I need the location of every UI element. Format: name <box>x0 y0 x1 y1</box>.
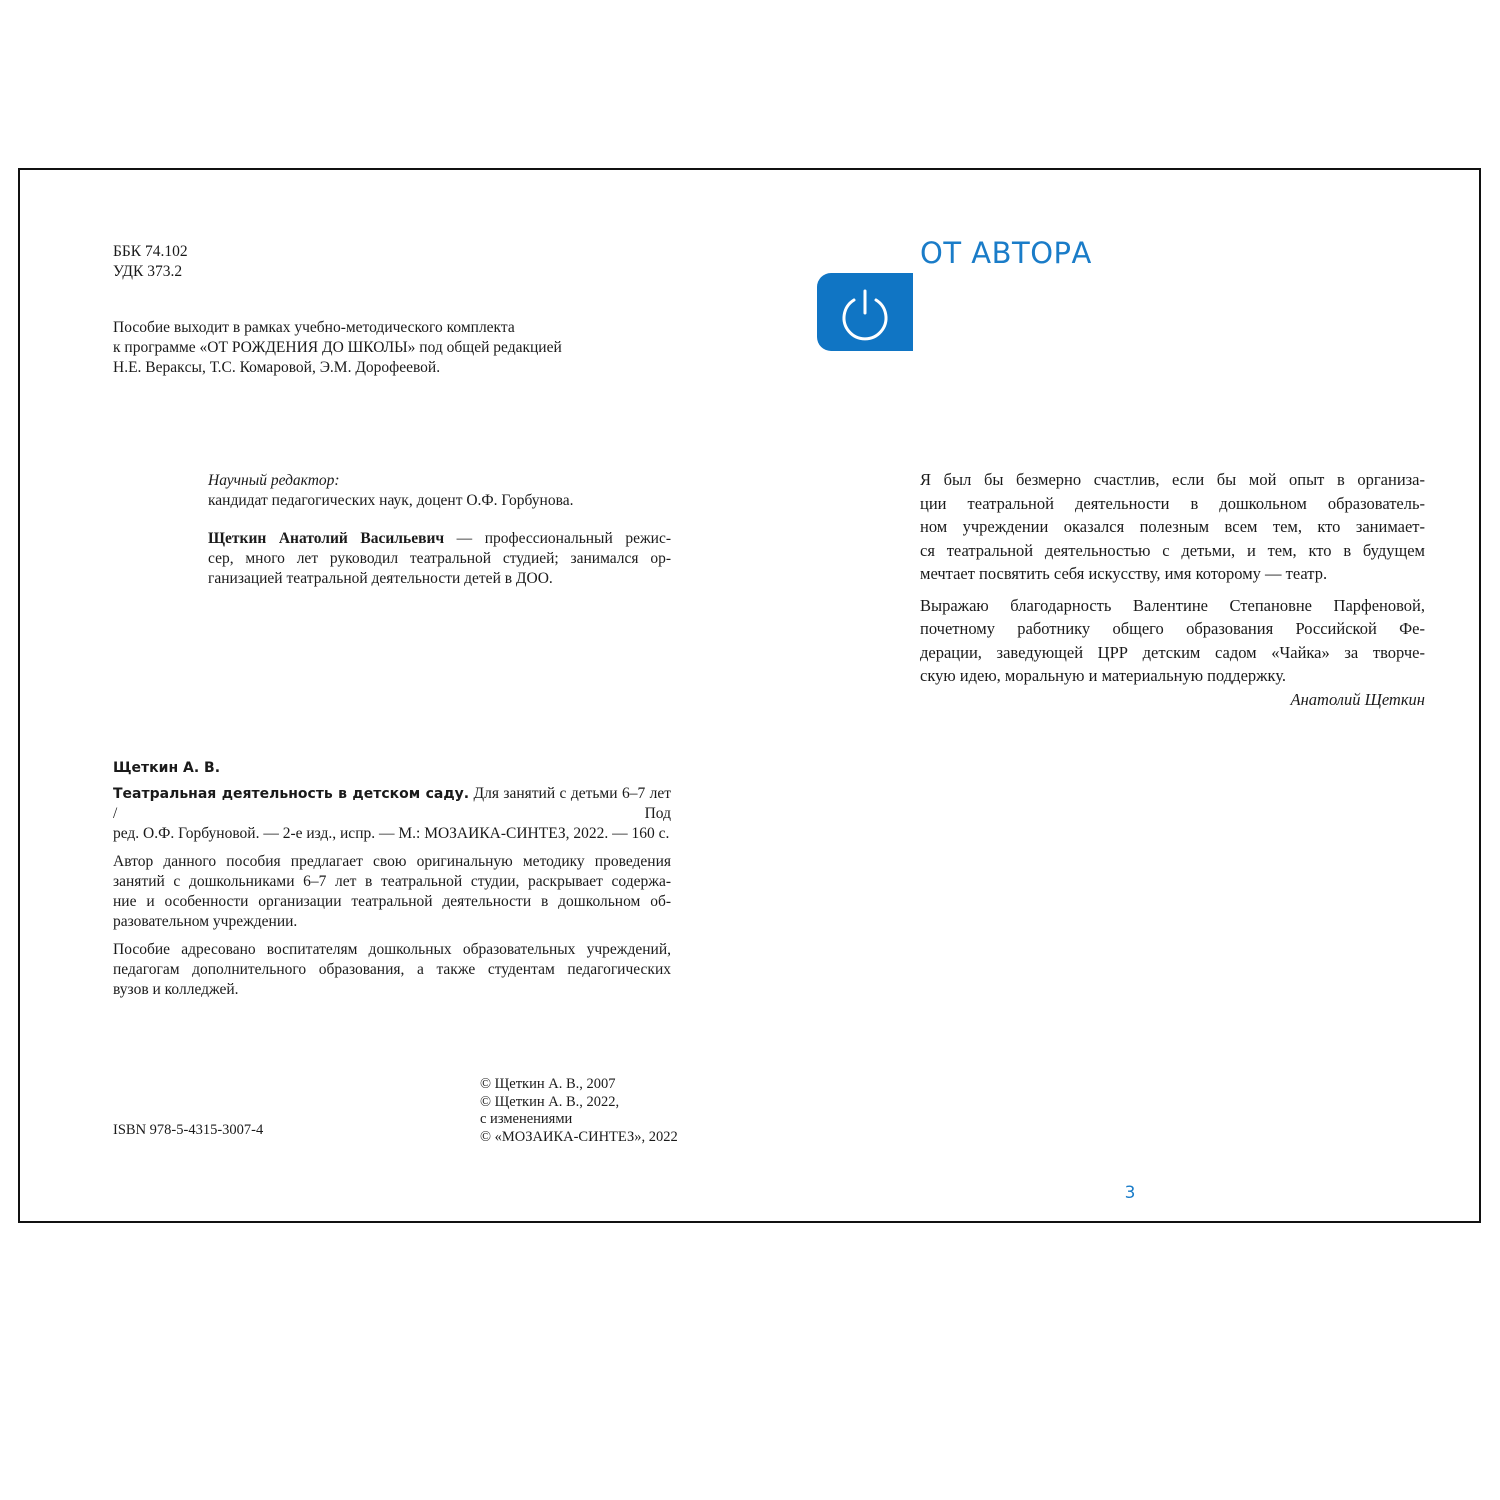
abstract-line: вузов и колледжей. <box>113 981 239 998</box>
bbk-code: ББК 74.102 <box>113 243 188 260</box>
editor-value: кандидат педагогических наук, доцент О.Ф. Горбунова. <box>208 492 574 509</box>
foreword-line: ся театральной деятельностью с детьми, и тем, кто в будущем <box>920 540 1425 560</box>
author-name: Щеткин Анатолий Васильевич <box>208 530 445 547</box>
abstract-line: ние и особенности организации театральной деятельности в дошкольном об- <box>113 893 671 910</box>
copyright-line: © Щеткин А. В., 2007 <box>480 1076 616 1092</box>
power-icon <box>817 273 913 351</box>
catalog-card <box>113 758 671 1000</box>
catalog-title-line <box>113 784 671 824</box>
author-bio-text: — профессиональный режис- <box>444 530 671 547</box>
foreword-line: мечтает посвятить себя искусству, имя которому — театр. <box>920 564 1328 583</box>
editor-block <box>208 471 671 511</box>
abstract-line: разовательном учреждении. <box>113 913 298 930</box>
isbn: ISBN 978-5-4315-3007-4 <box>113 1122 264 1138</box>
series-note-line: Н.Е. Веракcы, Т.С. Комаровой, Э.М. Дорофеевой. <box>113 359 441 376</box>
signature: Анатолий Щеткин <box>1290 689 1425 709</box>
copyright-line: © Щеткин А. В., 2022, <box>480 1093 620 1110</box>
foreword-text <box>920 468 1425 711</box>
foreword-line: Я был бы безмерно счастлив, если бы мой опыт в организа- <box>920 470 1425 489</box>
author-bio <box>208 529 671 589</box>
abstract-line: Автор данного пособия предлагает свою оригинальную методику проведения <box>113 853 671 870</box>
catalog-title-rest: Для занятий с детьми 6–7 лет / Под <box>113 785 671 822</box>
book-spread <box>18 168 1481 1223</box>
series-note-line: к программе «ОТ РОЖДЕНИЯ ДО ШКОЛЫ» под общей редакцией <box>113 339 562 356</box>
copyright-line: © «МОЗАИКА-СИНТЕЗ», 2022 <box>480 1128 678 1145</box>
author-bio-line: сер, много лет руководил театральной студией; занимался ор- <box>208 550 671 567</box>
section-heading: ОТ АВТОРА <box>920 236 1092 270</box>
thanks-line: дерации, заведующей ЦРР детским садом «Чайка» за творче- <box>920 642 1425 662</box>
editor-label: Научный редактор: <box>208 472 340 489</box>
series-note-line: Пособие выходит в рамках учебно-методического комплекта <box>113 319 515 336</box>
copyright-block <box>480 1076 678 1146</box>
foreword-line: ном учреждении оказался полезным всем тем, кто занимает- <box>920 517 1425 536</box>
section-tab <box>817 273 913 351</box>
left-page <box>20 170 752 1221</box>
abstract-line: педагогам дополнительного образования, а также студентам педагогических <box>113 961 671 978</box>
thanks-line: скую идею, моральную и материальную поддержку. <box>920 666 1287 685</box>
author-bio-line <box>208 529 671 549</box>
catalog-title: Театральная деятельность в детском саду. <box>113 786 470 802</box>
foreword-line: ции театральной деятельности в дошкольном образователь- <box>920 493 1425 513</box>
classification-block <box>113 242 188 282</box>
udk-code: УДК 373.2 <box>113 263 183 280</box>
thanks-line: Выражаю благодарность Валентине Степановне Парфеновой, <box>920 595 1425 615</box>
page-number: 3 <box>1124 1183 1136 1203</box>
author-bio-line: ганизацией театральной деятельности детей в ДОО. <box>208 570 553 587</box>
series-note <box>113 318 562 378</box>
catalog-imprint: ред. О.Ф. Горбуновой. — 2-е изд., испр. — М.: МОЗАИКА-СИНТЕЗ, 2022. — 160 с. <box>113 825 670 842</box>
catalog-author: Щеткин А. В. <box>113 760 221 776</box>
abstract-line: Пособие адресовано воспитателям дошкольных образовательных учреждений, <box>113 941 671 958</box>
copyright-line: с изменениями <box>480 1111 573 1127</box>
thanks-line: почетному работнику общего образования Российской Фе- <box>920 619 1425 638</box>
abstract-line: занятий с дошкольниками 6–7 лет в театральной студии, раскрывает содержа- <box>113 873 671 890</box>
